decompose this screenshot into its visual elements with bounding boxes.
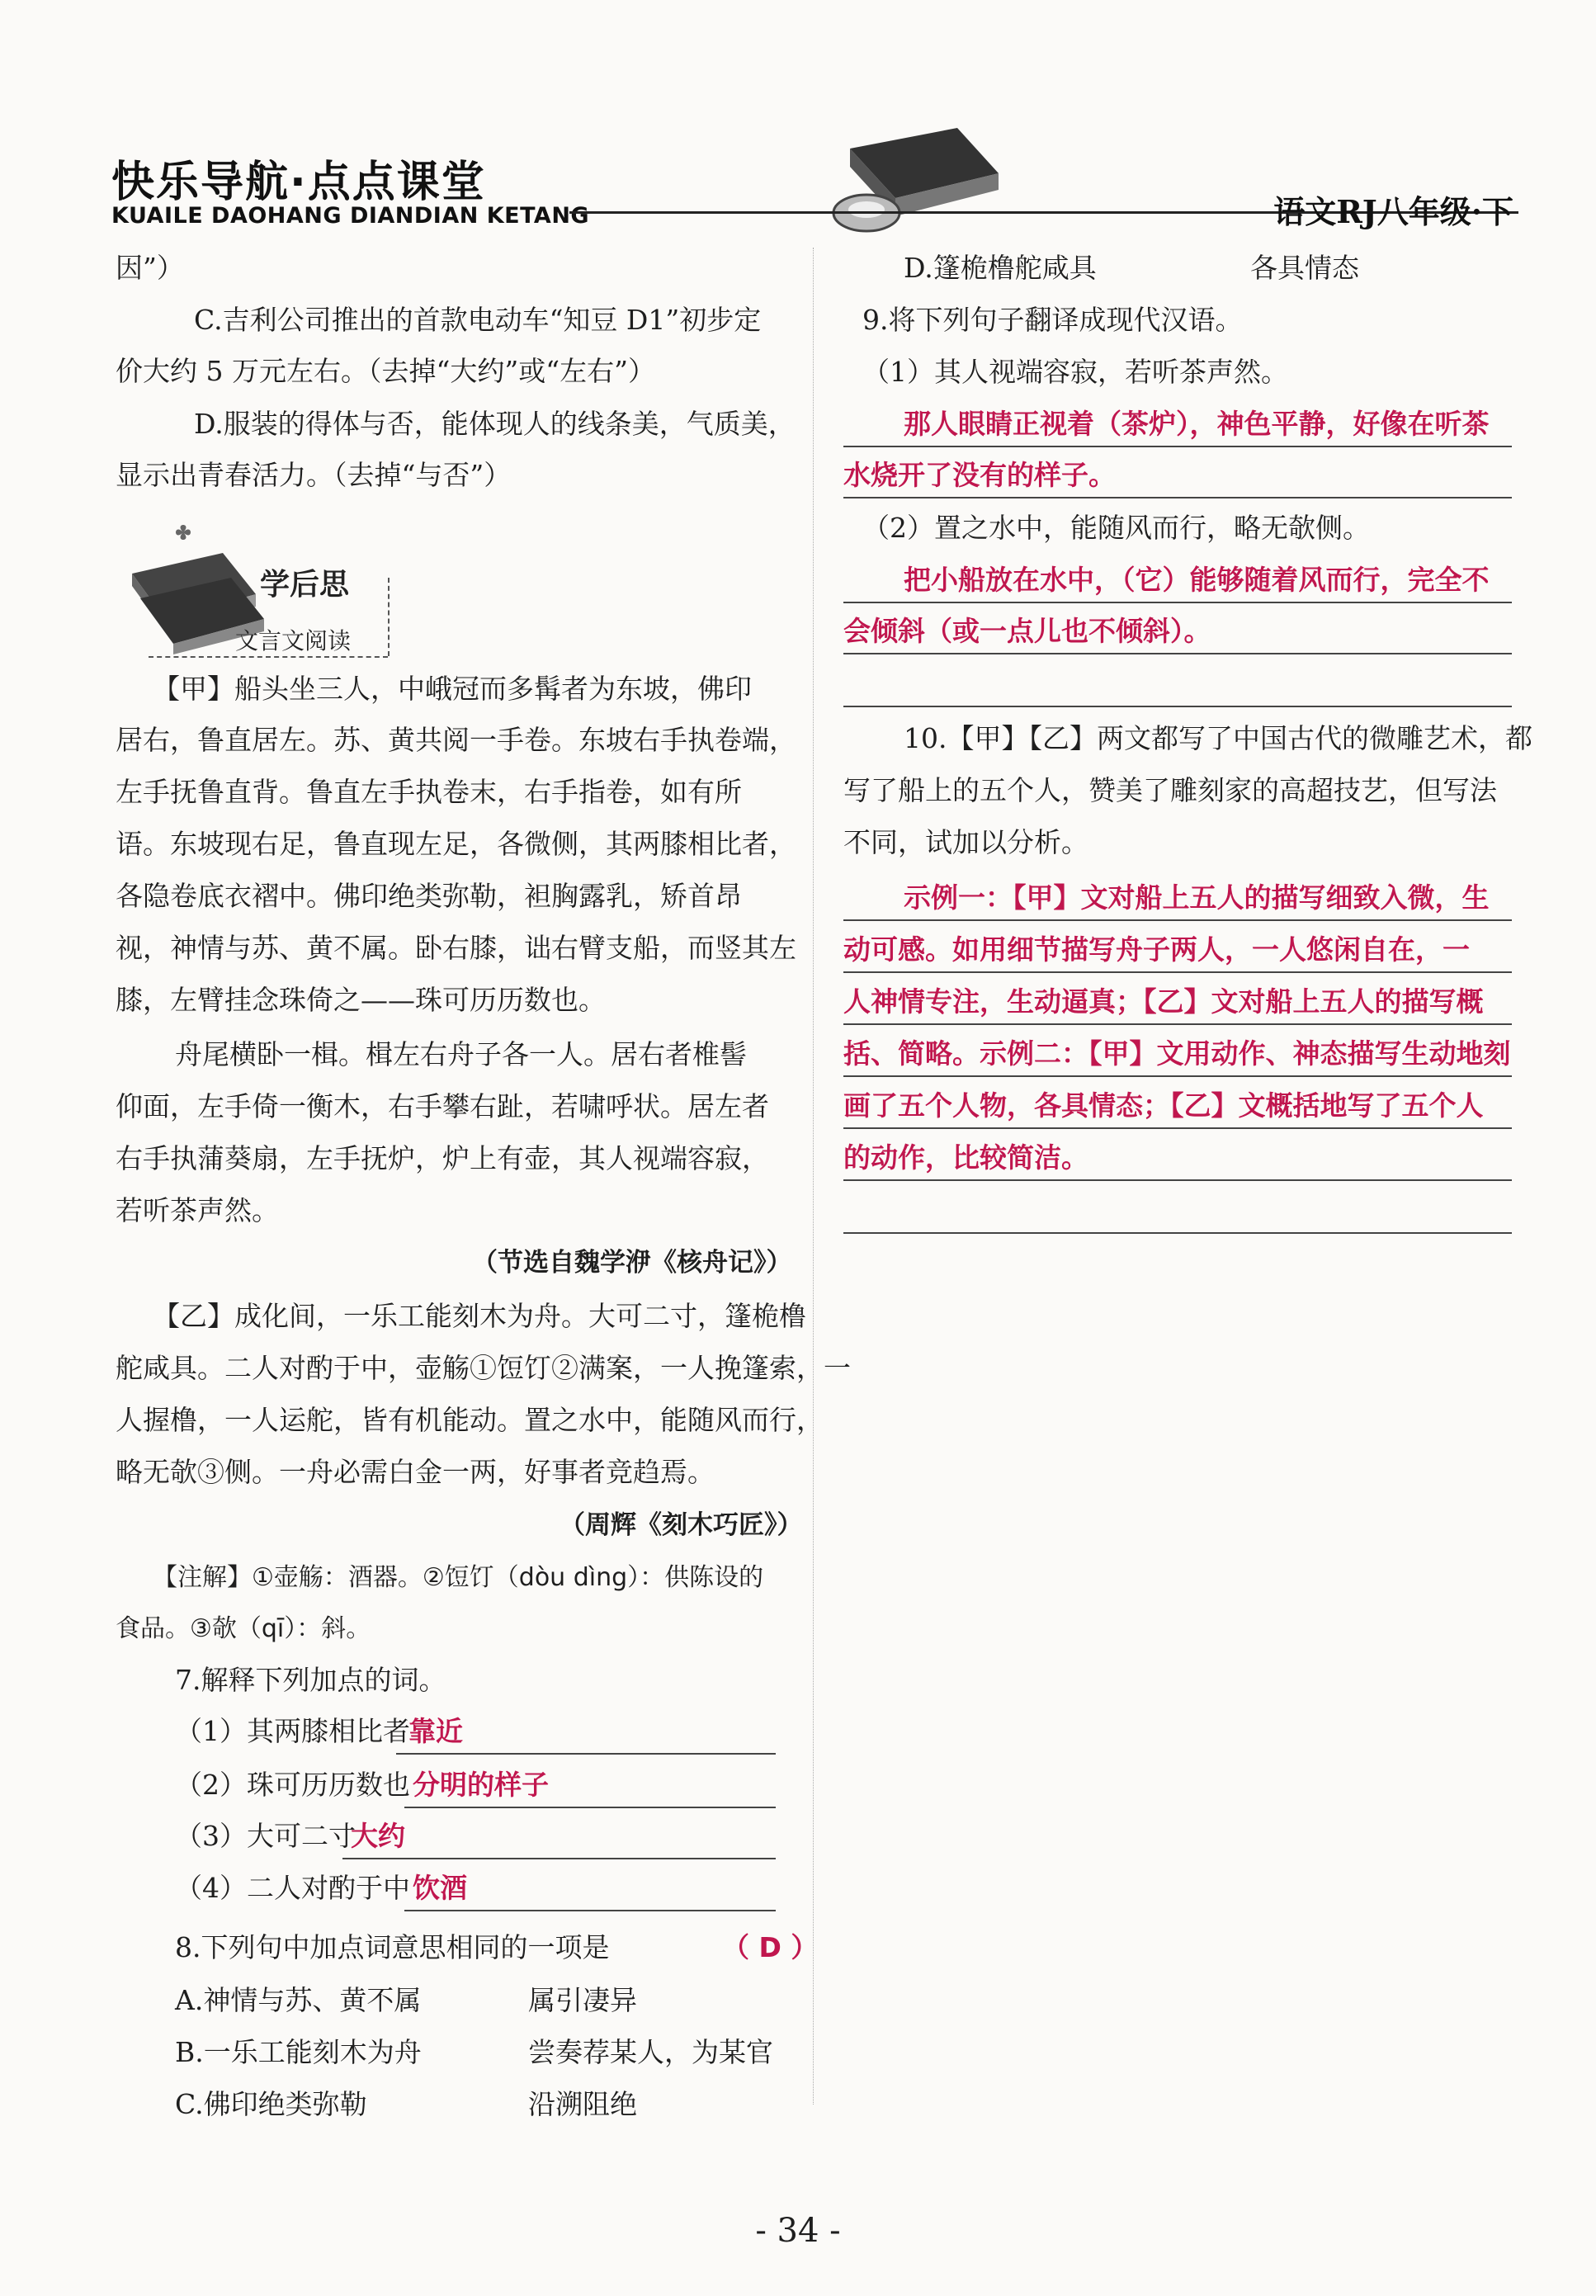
- answer-line: [843, 1075, 1512, 1077]
- answer-line: [843, 919, 1512, 921]
- q10-answer: 动可感。如用细节描写舟子两人，一人悠闲自在，一: [843, 933, 1470, 966]
- option-d: D.篷桅橹舵咸具: [904, 252, 1097, 284]
- q10-answer: 人神情专注，生动逼真；【乙】文对船上五人的描写概: [843, 985, 1484, 1018]
- q7-answer: 大约: [351, 1820, 405, 1852]
- q9-answer: 把小船放在水中，（它）能够随着风而行，完全不: [904, 564, 1490, 596]
- answer-line: [843, 1127, 1512, 1129]
- text-line: 因”）: [116, 252, 184, 284]
- q9-answer: 水烧开了没有的样子。: [843, 459, 1116, 491]
- brand-title: 快乐导航·点点课堂: [111, 158, 486, 207]
- answer-line: [843, 497, 1512, 498]
- notes: 食品。③欹（qī）：斜。: [116, 1614, 371, 1643]
- q9-item: （2）置之水中，能随风而行，略无欹侧。: [862, 512, 1370, 544]
- q9-answer: 会倾斜（或一点儿也不倾斜）。: [843, 615, 1211, 647]
- question-10: 10.【甲】【乙】两文都写了中国古代的微雕艺术，都: [904, 722, 1532, 754]
- passage-line: 语。东坡现右足，鲁直现左足，各微侧，其两膝相比者，: [116, 828, 796, 860]
- text-line: 价大约 5 万元左右。（去掉“大约”或“左右”）: [116, 355, 655, 387]
- page-number: - 34 -: [755, 2212, 841, 2250]
- question-8: 8.下列句中加点词意思相同的一项是: [175, 1931, 610, 1963]
- q10-answer: 的动作，比较简洁。: [843, 1141, 1088, 1174]
- q10-answer: 画了五个人物，各具情态；【乙】文概括地写了五个人: [843, 1089, 1484, 1122]
- q7-answer: 靠近: [408, 1715, 463, 1747]
- passage-line: 右手执蒲葵扇，左手抚炉，炉上有壶，其人视端容寂，: [116, 1142, 769, 1174]
- q8-answer: （ D ）: [722, 1931, 819, 1963]
- section-subtitle: 文言文阅读: [235, 627, 352, 654]
- question-7: 7.解释下列加点的词。: [175, 1664, 446, 1696]
- text-line: D.服装的得体与否，能体现人的线条美，气质美，: [194, 408, 796, 440]
- passage-line: 居右，鲁直居左。苏、黄共阅一手卷。东坡右手执卷端，: [116, 724, 796, 756]
- answer-line: [843, 1179, 1512, 1181]
- notes: 【注解】①壶觞：酒器。②饾饤（dòu dìng）：供陈设的: [153, 1563, 764, 1592]
- column-separator: [813, 248, 814, 2105]
- question-10: 写了船上的五个人，赞美了雕刻家的高超技艺，但写法: [843, 774, 1497, 806]
- answer-line: [342, 1858, 776, 1859]
- q7-answer: 分明的样子: [413, 1769, 549, 1801]
- q8-option: C.佛印绝类弥勒: [175, 2088, 367, 2120]
- answer-line: [843, 971, 1512, 973]
- question-10: 不同，试加以分析。: [843, 826, 1088, 858]
- text-line: 显示出青春活力。（去掉“与否”）: [116, 459, 512, 491]
- q8-option: A.神情与苏、黄不属: [175, 1984, 422, 2016]
- question-9: 9.将下列句子翻译成现代汉语。: [862, 304, 1243, 336]
- passage-line: 各隐卷底衣褶中。佛印绝类弥勒，袒胸露乳，矫首昂: [116, 880, 742, 912]
- passage-source: （周辉《刻木巧匠》）: [560, 1510, 803, 1540]
- q7-item: （2）珠可历历数也: [175, 1769, 410, 1801]
- section-title: 学后思: [260, 568, 350, 602]
- q8-option: 尝奏荐某人，为某官: [528, 2036, 773, 2068]
- q9-answer: 那人眼睛正视着（茶炉），神色平静，好像在听茶: [904, 408, 1490, 440]
- q7-item: （3）大可二寸: [175, 1820, 356, 1852]
- answer-line: [843, 1232, 1512, 1234]
- q8-option: B.一乐工能刻木为舟: [175, 2036, 422, 2068]
- answer-line: [396, 1753, 776, 1755]
- passage-line: 略无欹③侧。一舟必需白金一两，好事者竞趋焉。: [116, 1456, 715, 1488]
- passage-source: （节选自魏学洢《核舟记》）: [472, 1248, 792, 1278]
- answer-line: [843, 602, 1512, 603]
- passage-line: 膝，左臂挂念珠倚之——珠可历历数也。: [116, 984, 606, 1016]
- q8-option: 沿溯阻绝: [528, 2088, 637, 2120]
- answer-line: [843, 1023, 1512, 1025]
- passage-line: 舵咸具。二人对酌于中，壶觞①饾饤②满案，一人挽篷索，一: [116, 1352, 851, 1384]
- q7-item: （1）其两膝相比者: [175, 1715, 410, 1747]
- passage-line: 若听茶声然。: [116, 1194, 279, 1226]
- q7-answer: 饮酒: [413, 1872, 467, 1904]
- passage-line: 【乙】成化间，一乐工能刻木为舟。大可二寸，篷桅橹: [153, 1300, 806, 1332]
- answer-line: [843, 653, 1512, 654]
- answer-line: [404, 1807, 776, 1808]
- brand-pinyin: KUAILE DAOHANG DIANDIAN KETANG: [111, 203, 590, 229]
- section-divider: [149, 656, 388, 658]
- answer-line: [404, 1910, 776, 1911]
- passage-line: 舟尾横卧一楫。楫左右舟子各一人。居右者椎髻: [175, 1038, 747, 1070]
- option-d: 各具情态: [1250, 252, 1359, 284]
- q9-item: （1）其人视端容寂，若听茶声然。: [862, 356, 1288, 388]
- passage-line: 仰面，左手倚一衡木，右手攀右趾，若啸呼状。居左者: [116, 1090, 769, 1122]
- subject-label: 语文RJ八年级·下: [1273, 193, 1513, 230]
- q8-option: 属引凄异: [528, 1984, 637, 2016]
- q10-answer: 括、简略。示例二：【甲】文用动作、神态描写生动地刻: [843, 1037, 1511, 1070]
- answer-line: [843, 706, 1512, 707]
- q7-item: （4）二人对酌于中: [175, 1872, 410, 1904]
- q10-answer: 示例一：【甲】文对船上五人的描写细致入微，生: [904, 881, 1490, 914]
- passage-line: 【甲】船头坐三人，中峨冠而多髯者为东坡，佛印: [153, 673, 752, 705]
- text-line: C.吉利公司推出的首款电动车“知豆 D1”初步定: [194, 304, 762, 336]
- book-decoration-icon: [817, 116, 1007, 248]
- section-divider: [388, 578, 390, 656]
- passage-line: 人握橹，一人运舵，皆有机能动。置之水中，能随风而行，: [116, 1404, 824, 1436]
- passage-line: 左手抚鲁直背。鲁直左手执卷末，右手指卷，如有所: [116, 776, 742, 808]
- answer-line: [843, 446, 1512, 447]
- passage-line: 视，神情与苏、黄不属。卧右膝，诎右臂支船，而竖其左: [116, 932, 796, 964]
